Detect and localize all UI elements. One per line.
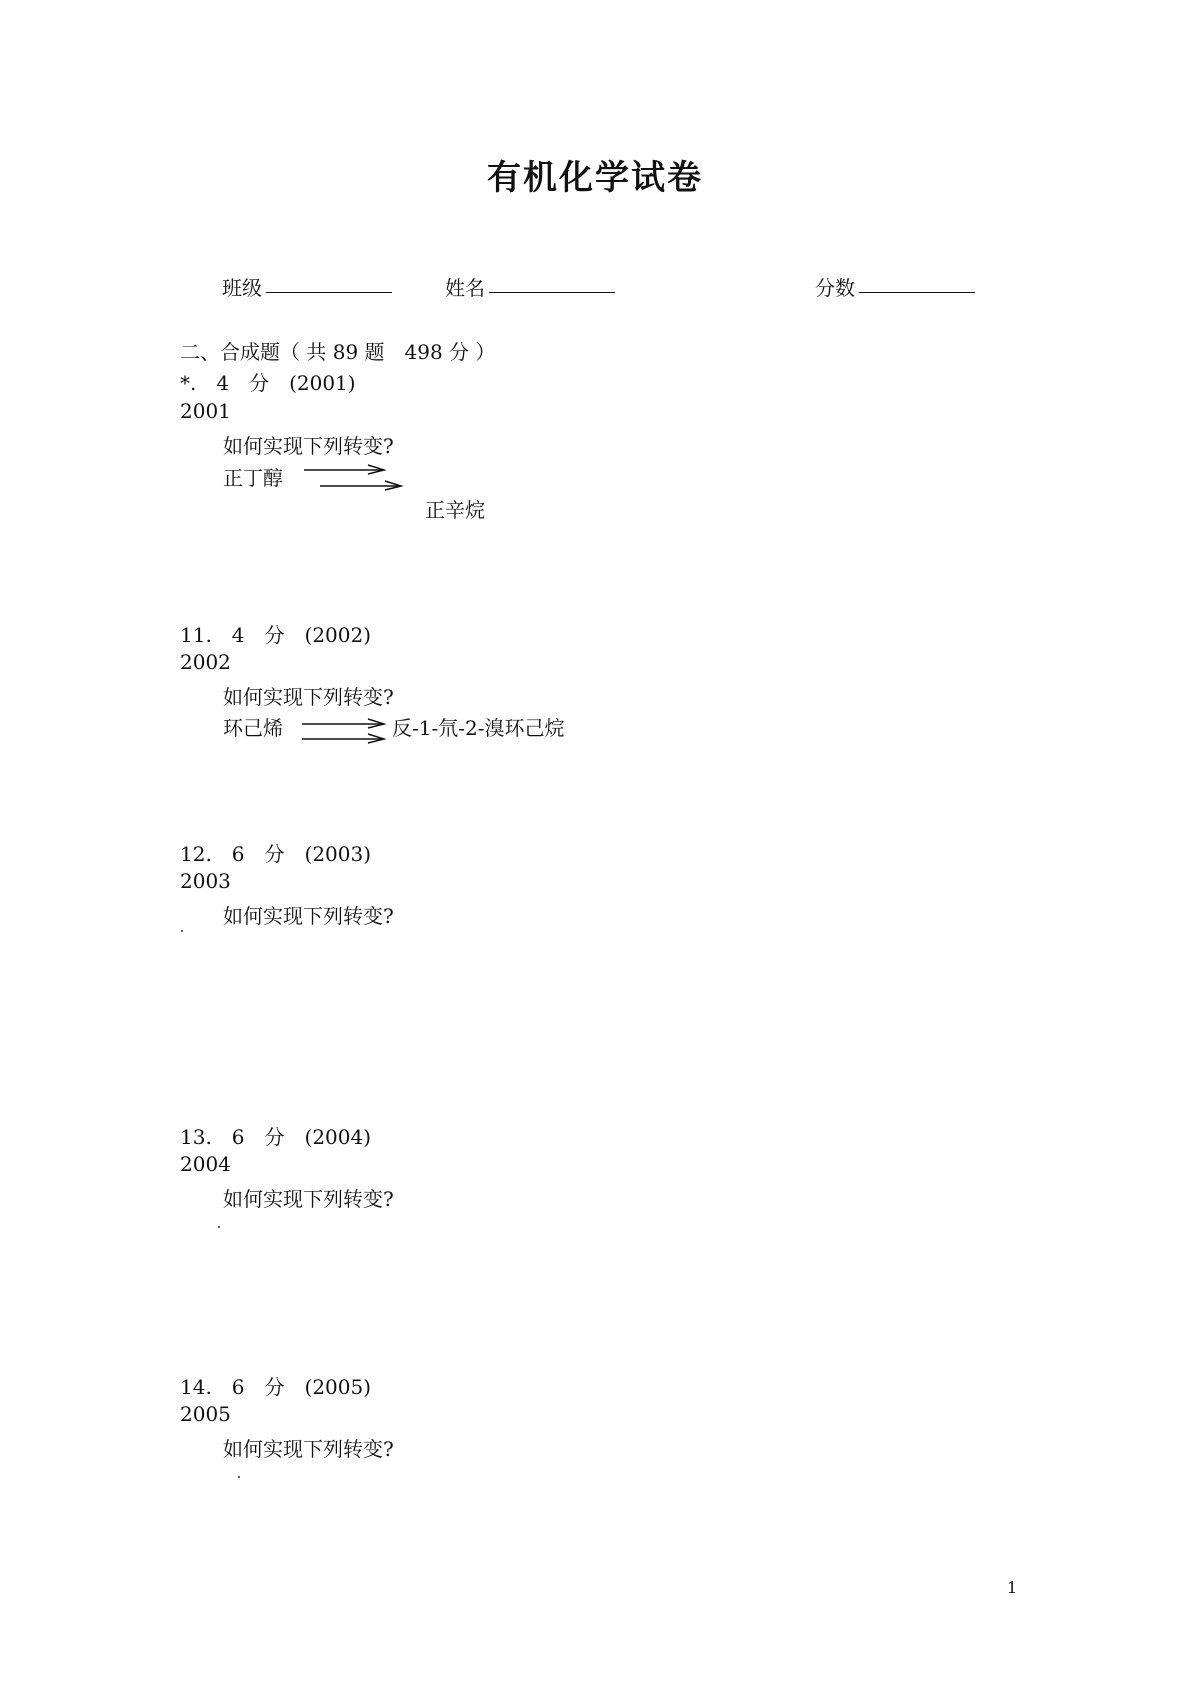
question-header: 12. 6 分 (2003) [180,842,372,866]
reaction-end: 反-1-氘-2-溴环己烷 [392,716,565,740]
page-title: 有机化学试卷 [487,158,703,198]
score-label: 分数 [815,276,855,300]
question-code: 2002 [180,650,231,674]
class-label: 班级 [222,276,262,300]
section-header: 二、合成题（ 共 89 题 498 分 ） [180,340,496,364]
scan-dot [238,1476,240,1478]
question-prompt: 如何实现下列转变? [223,1437,394,1461]
question-header: 11. 4 分 (2002) [180,623,372,647]
question-header: 13. 6 分 (2004) [180,1125,372,1149]
reaction-start: 环己烯 [223,716,283,740]
page-number: 1 [1007,1578,1018,1597]
question-prompt: 如何实现下列转变? [223,904,394,928]
reaction-start: 正丁醇 [223,466,283,490]
double-arrow-icon [300,462,410,492]
score-field-line[interactable] [859,292,975,293]
question-code: 2004 [180,1152,231,1176]
question-code: 2005 [180,1402,231,1426]
question-header: 14. 6 分 (2005) [180,1375,372,1399]
name-field-line[interactable] [489,292,615,293]
question-prompt: 如何实现下列转变? [223,685,394,709]
question-header: *. 4 分 (2001) [180,371,356,395]
scan-dot [181,930,183,932]
class-field-line[interactable] [266,292,392,293]
question-prompt: 如何实现下列转变? [223,1187,394,1211]
question-prompt: 如何实现下列转变? [223,434,394,458]
double-arrow-icon [300,712,390,746]
question-code: 2003 [180,869,231,893]
scan-dot [218,1226,220,1228]
reaction-end: 正辛烷 [425,498,485,522]
name-label: 姓名 [445,276,485,300]
question-code: 2001 [180,399,231,423]
